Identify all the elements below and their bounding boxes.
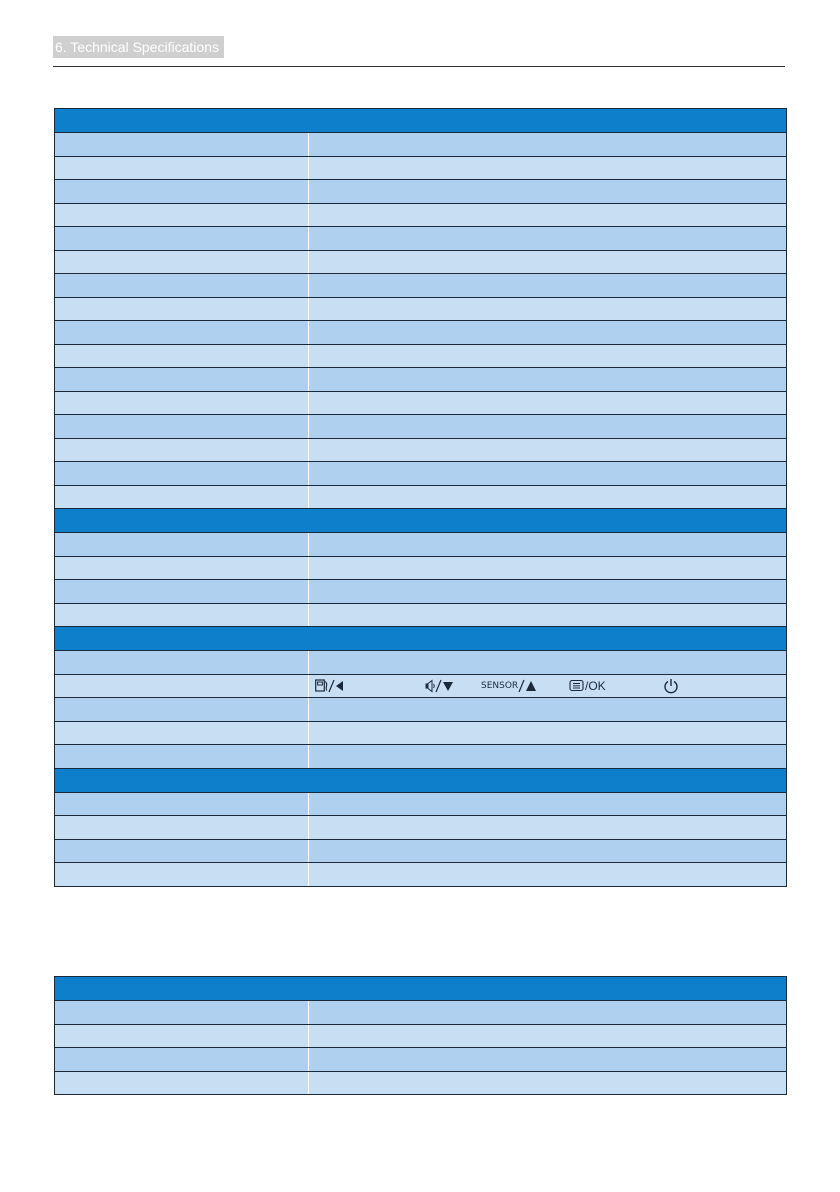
header-rule [53,66,785,67]
spec-table-main [54,108,787,887]
table-row [55,462,787,486]
section-header-tab: 6. Technical Specifications [53,36,224,58]
table-row [55,533,787,557]
table-row [55,556,787,580]
table-row [55,1048,787,1072]
table-row [55,227,787,251]
table-row [55,816,787,840]
section-header-row [55,627,787,651]
section-header-row [55,977,787,1001]
table-row [55,203,787,227]
table-row [55,603,787,627]
table-row [55,250,787,274]
volume-down-icon [425,679,481,693]
table-row [55,792,787,816]
table-row [55,297,787,321]
menu-ok-icon [569,679,663,693]
table-row [55,839,787,863]
table-row [55,651,787,675]
table-row [55,321,787,345]
section-header-row [55,509,787,533]
table-row [55,1001,787,1025]
power-icon [663,678,679,694]
sensor-label: SENSOR [481,680,519,691]
table-row [55,580,787,604]
table-row [55,1071,787,1095]
table-row [55,133,787,157]
section-header-row [55,109,787,133]
table-row [55,180,787,204]
sensor-up-icon [481,679,569,693]
ok-label: /OK [585,678,606,693]
table-row [55,485,787,509]
section-header-row [55,768,787,792]
table-row [55,391,787,415]
table-row [55,745,787,769]
control-buttons-cell [309,674,787,698]
table-row [55,674,787,698]
table-row [55,698,787,722]
table-row [55,438,787,462]
input-select-left-icon [315,679,425,693]
table-row [55,415,787,439]
table-row [55,721,787,745]
table-row [55,156,787,180]
table-row [55,368,787,392]
table-row [55,863,787,887]
table-row [55,274,787,298]
table-row [55,1024,787,1048]
spec-table-secondary [54,976,787,1095]
table-row [55,344,787,368]
